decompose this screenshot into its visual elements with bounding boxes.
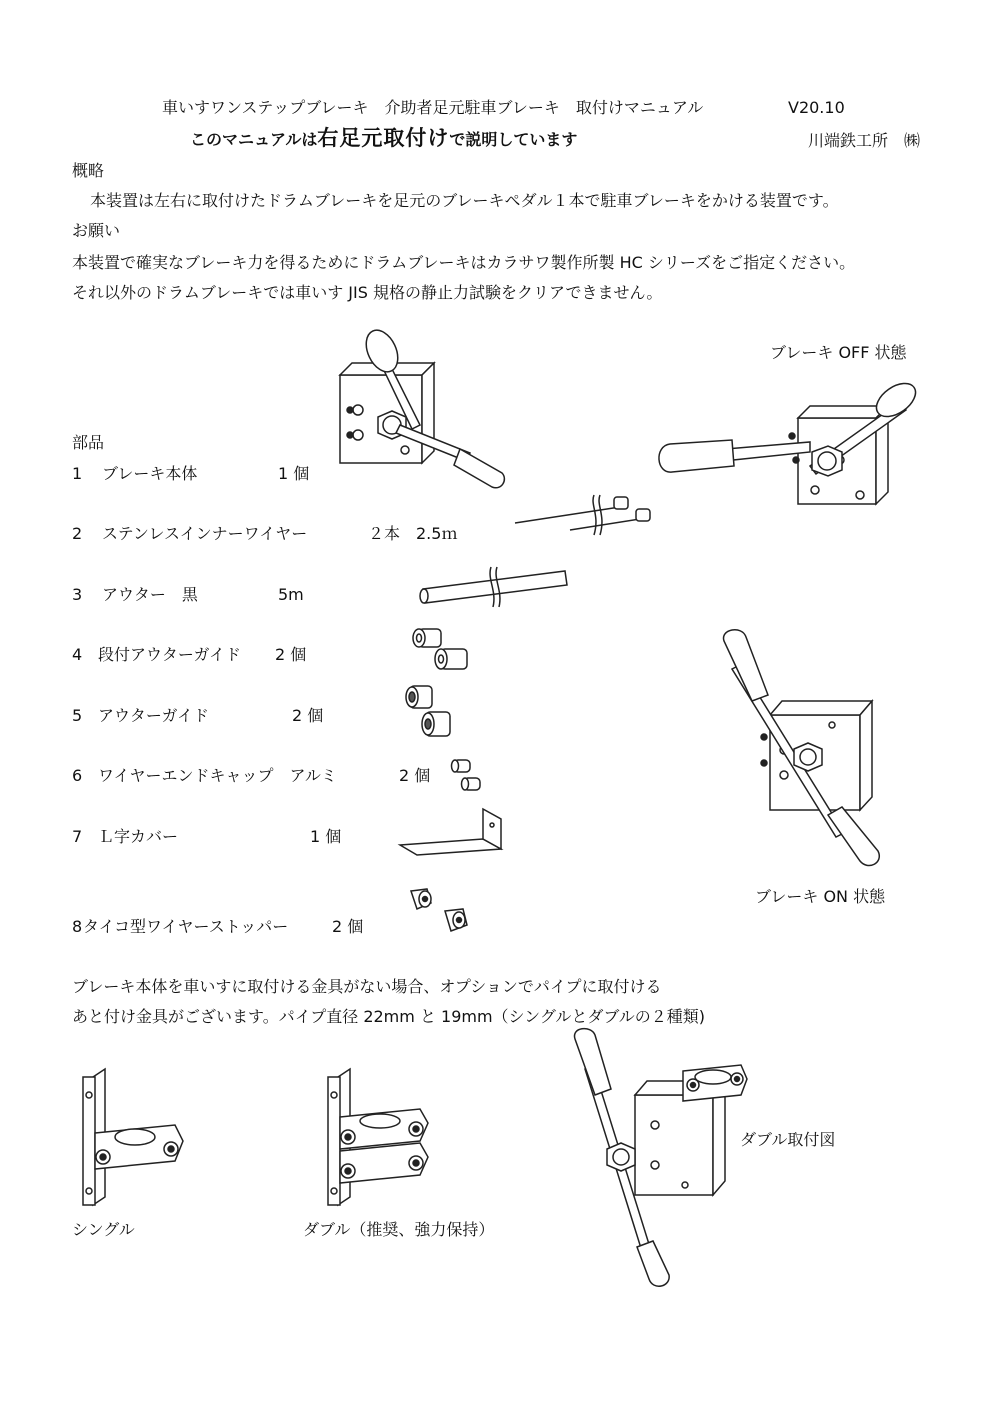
subtitle-suffix: で説明しています (449, 130, 578, 149)
part-number: 8 (72, 917, 83, 936)
single-bracket-illustration (75, 1065, 195, 1215)
overview-heading: 概略 (72, 161, 105, 180)
request-heading: お願い (72, 221, 121, 240)
single-label: シングル (72, 1220, 135, 1239)
part-name: ブレーキ本体 (102, 464, 198, 483)
stepped-outer-guide-illustration (405, 625, 480, 680)
subtitle-emphasis: 右足元取付け (317, 126, 450, 150)
part-name: 段付アウターガイド (98, 645, 242, 664)
part-qty: 2 個 (275, 645, 307, 664)
overview-text: 本装置は左右に取付けたドラムブレーキを足元のブレーキペダル１本で駐車ブレーキをかける装置です。 (90, 191, 839, 210)
inner-wire-illustration (510, 485, 670, 545)
company-name: 川端鉄工所 ㈱ (808, 131, 921, 150)
double-label: ダブル（推奨、強力保持） (303, 1220, 495, 1239)
double-bracket-illustration (320, 1065, 440, 1215)
part-qty: 5m (278, 585, 304, 604)
subtitle-prefix: このマニュアルは (190, 130, 318, 149)
part-name: ステンレスインナーワイヤー (102, 524, 308, 543)
wire-stopper-illustration (405, 885, 475, 940)
brake-on-illustration (720, 625, 895, 870)
part-qty: 2 個 (332, 917, 364, 936)
version-label: V20.10 (788, 98, 845, 117)
outer-tube-illustration (415, 565, 575, 610)
part-name: タイコ型ワイヤーストッパー (83, 917, 289, 936)
part-qty: 2 個 (399, 766, 431, 785)
parts-heading: 部品 (72, 433, 105, 452)
part-number: 6 (72, 766, 83, 785)
outer-guide-illustration (402, 682, 467, 742)
double-mount-illustration (565, 1025, 765, 1290)
part-name: Ｌ字カバー (98, 827, 179, 846)
part-number: 5 (72, 706, 83, 725)
double-mount-label: ダブル取付図 (740, 1130, 836, 1149)
brake-on-label: ブレーキ ON 状態 (755, 887, 886, 906)
part-qty: 2 個 (292, 706, 324, 725)
brake-off-label: ブレーキ OFF 状態 (770, 343, 907, 362)
manual-title: 車いすワンステップブレーキ 介助者足元駐車ブレーキ 取付けマニュアル (162, 98, 704, 117)
part-number: 4 (72, 645, 83, 664)
l-cover-illustration (395, 805, 515, 865)
part-number: 1 (72, 464, 83, 483)
part-qty: 1 個 (278, 464, 310, 483)
part-number: 2 (72, 524, 83, 543)
request-line-2: それ以外のドラムブレーキでは車いす JIS 規格の静止力試験をクリアできません。 (72, 283, 663, 302)
request-line-1: 本装置で確実なブレーキ力を得るためにドラムブレーキはカラサワ製作所製 HC シリーズをご指定ください。 (72, 253, 856, 272)
wire-end-cap-illustration (448, 756, 493, 796)
option-line-2: あと付け金具がございます。パイプ直径 22mm と 19mm（シングルとダブルの２種類) (72, 1007, 705, 1026)
part-qty: ２本 2.5ｍ (368, 524, 458, 543)
option-line-1: ブレーキ本体を車いすに取付ける金具がない場合、オプションでパイプに取付ける (72, 977, 662, 996)
brake-body-illustration (320, 325, 510, 495)
part-name: ワイヤーエンドキャップ アルミ (98, 766, 337, 785)
part-name: アウターガイド (98, 706, 210, 725)
part-name: アウター 黒 (102, 585, 198, 604)
brake-off-illustration (650, 380, 920, 520)
part-qty: 1 個 (310, 827, 342, 846)
page-subtitle (190, 128, 577, 150)
part-number: 7 (72, 827, 83, 846)
part-number: 3 (72, 585, 83, 604)
